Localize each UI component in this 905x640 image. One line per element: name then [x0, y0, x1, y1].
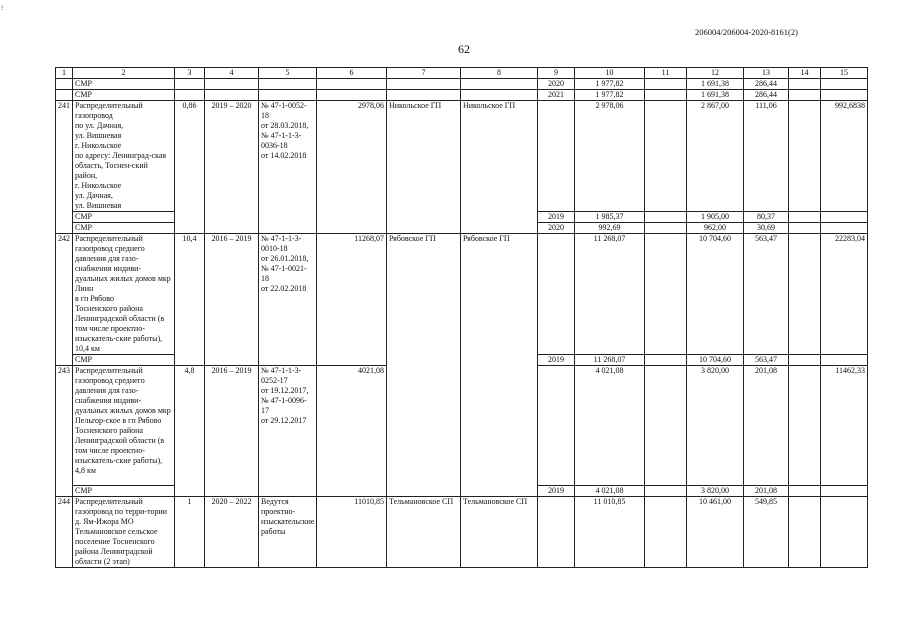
amount-cell: 1 977,82: [575, 90, 645, 101]
col-header: 7: [387, 68, 461, 79]
work-type: СМР: [73, 223, 175, 234]
col-header: 14: [789, 68, 821, 79]
cost-cell: 4021,08: [317, 366, 387, 497]
amount-cell: 201,08: [744, 366, 789, 486]
work-type: СМР: [73, 486, 175, 497]
period-cell: 2016 – 2019: [205, 234, 259, 366]
year-cell: 2019: [538, 486, 575, 497]
table-row: [56, 90, 868, 101]
item-number: 244: [56, 497, 73, 568]
length-cell: 4,8: [175, 366, 205, 497]
year-cell: 2019: [538, 355, 575, 366]
amount-cell: 201,08: [744, 486, 789, 497]
amount-cell: 3 820,00: [687, 366, 744, 486]
col-header: 3: [175, 68, 205, 79]
work-type: СМР: [73, 355, 175, 366]
amount-cell: 80,37: [744, 212, 789, 223]
table-row: [56, 234, 868, 355]
col-header: 4: [205, 68, 259, 79]
period-cell: 2016 – 2019: [205, 366, 259, 497]
amount-cell: 1 905,00: [687, 212, 744, 223]
col-header: 10: [575, 68, 645, 79]
cost-cell: 11268,07: [317, 234, 387, 366]
amount-cell: 30,69: [744, 223, 789, 234]
documents-cell: № 47-1-0052-18 от 28.03.2018, № 47-1-1-3-0036-18 от 14.02.2018: [259, 101, 317, 234]
page-number: 62: [458, 42, 470, 56]
settlement-cell: Тельмановское СП: [387, 497, 461, 568]
documents-cell: № 47-1-1-3-0252-17 от 19.12.2017, № 47-1-0096-17 от 29.12.2017: [259, 366, 317, 497]
object-name: Распределительный газопровод среднего давления для газо-снабжения индиви-дуальных жилых домов мкр Пельгор-ское в гп Рябово Тосненского района Ленинградской области (в том числе проектно-изыскатель-ские работы), 4,8 км: [73, 366, 175, 486]
object-name: Распределительный газопровод по ул. Дачная, ул. Вишневая г. Никольское по адресу: Ленинград-ская область, Тоснен-ский район, г. Никольское ул. Дачная, ул. Вишневая: [73, 101, 175, 212]
object-name: Распределительный газопровод по терри-тории д. Ям-Ижора МО Тельмановское сельское поселение Тосненского района Ленинградской области (2 этап): [73, 497, 175, 568]
amount-cell: 563,47: [744, 234, 789, 355]
work-type: СМР: [73, 212, 175, 223]
col-header: 2: [73, 68, 175, 79]
amount-cell: 111,06: [744, 101, 789, 212]
total-cell: [821, 497, 868, 568]
cost-cell: 11010,85: [317, 497, 387, 568]
recipient-cell: Рябовское ГП: [461, 234, 538, 497]
amount-cell: 3 820,00: [687, 486, 744, 497]
item-number: 243: [56, 366, 73, 497]
amount-cell: 992,69: [575, 223, 645, 234]
col-header: 1: [56, 68, 73, 79]
amount-cell: 962,00: [687, 223, 744, 234]
work-type: СМР: [73, 79, 175, 90]
col-header: 8: [461, 68, 538, 79]
recipient-cell: Никольское ГП: [461, 101, 538, 234]
cost-cell: 2978,06: [317, 101, 387, 234]
length-cell: 10,4: [175, 234, 205, 366]
col-header: 11: [645, 68, 687, 79]
work-type: СМР: [73, 90, 175, 101]
amount-cell: 2 867,00: [687, 101, 744, 212]
year-cell: 2021: [538, 90, 575, 101]
col-header: 12: [687, 68, 744, 79]
item-number: 242: [56, 234, 73, 366]
column-header-row: [56, 68, 868, 79]
amount-cell: 2 978,06: [575, 101, 645, 212]
object-name: Распределительный газопровод среднего давления для газо-снабжения индиви-дуальных жилых домов мкр Лиин в гп Рябово Тосненского района Ленинградской области (в том числе проектно-изыскатель-ские работы), 10,4 км: [73, 234, 175, 355]
amount-cell: 4 021,08: [575, 366, 645, 486]
table-row: [56, 101, 868, 212]
year-cell: 2020: [538, 79, 575, 90]
col-header: 15: [821, 68, 868, 79]
document-id: 206004/206004-2020-8161(2): [695, 27, 798, 37]
amount-cell: 4 021,08: [575, 486, 645, 497]
amount-cell: 549,85: [744, 497, 789, 568]
amount-cell: 286,44: [744, 79, 789, 90]
col-header: 5: [259, 68, 317, 79]
amount-cell: 286,44: [744, 90, 789, 101]
col-header: 13: [744, 68, 789, 79]
year-cell: 2020: [538, 223, 575, 234]
item-number: 241: [56, 101, 73, 234]
amount-cell: 10 704,60: [687, 355, 744, 366]
amount-cell: 11 268,07: [575, 355, 645, 366]
documents-cell: Ведутся проектно-изыскательские работы: [259, 497, 317, 568]
amount-cell: 1 691,38: [687, 90, 744, 101]
amount-cell: 11 268,07: [575, 234, 645, 355]
col-header: 9: [538, 68, 575, 79]
length-cell: 0,86: [175, 101, 205, 234]
amount-cell: 10 461,00: [687, 497, 744, 568]
amount-cell: 10 704,60: [687, 234, 744, 355]
settlement-cell: Рябовское ГП: [387, 234, 461, 497]
table-row: [56, 497, 868, 568]
amount-cell: 563,47: [744, 355, 789, 366]
total-cell: 992,6838: [821, 101, 868, 212]
year-cell: 2019: [538, 212, 575, 223]
length-cell: 1: [175, 497, 205, 568]
amount-cell: 1 985,37: [575, 212, 645, 223]
documents-cell: № 47-1-1-3-0010-18 от 26.01.2018, № 47-1-0021-18 от 22.02.2018: [259, 234, 317, 366]
total-cell: 22283,04: [821, 234, 868, 355]
total-cell: 11462,33: [821, 366, 868, 486]
investment-table: [55, 67, 868, 568]
table-row: [56, 79, 868, 90]
amount-cell: 11 010,85: [575, 497, 645, 568]
period-cell: 2020 – 2022: [205, 497, 259, 568]
amount-cell: 1 977,82: [575, 79, 645, 90]
amount-cell: 1 691,38: [687, 79, 744, 90]
col-header: 6: [317, 68, 387, 79]
settlement-cell: Никольское ГП: [387, 101, 461, 234]
period-cell: 2019 – 2020: [205, 101, 259, 234]
corner-mark: ⁝: [1, 4, 4, 12]
recipient-cell: Тельмановское СП: [461, 497, 538, 568]
